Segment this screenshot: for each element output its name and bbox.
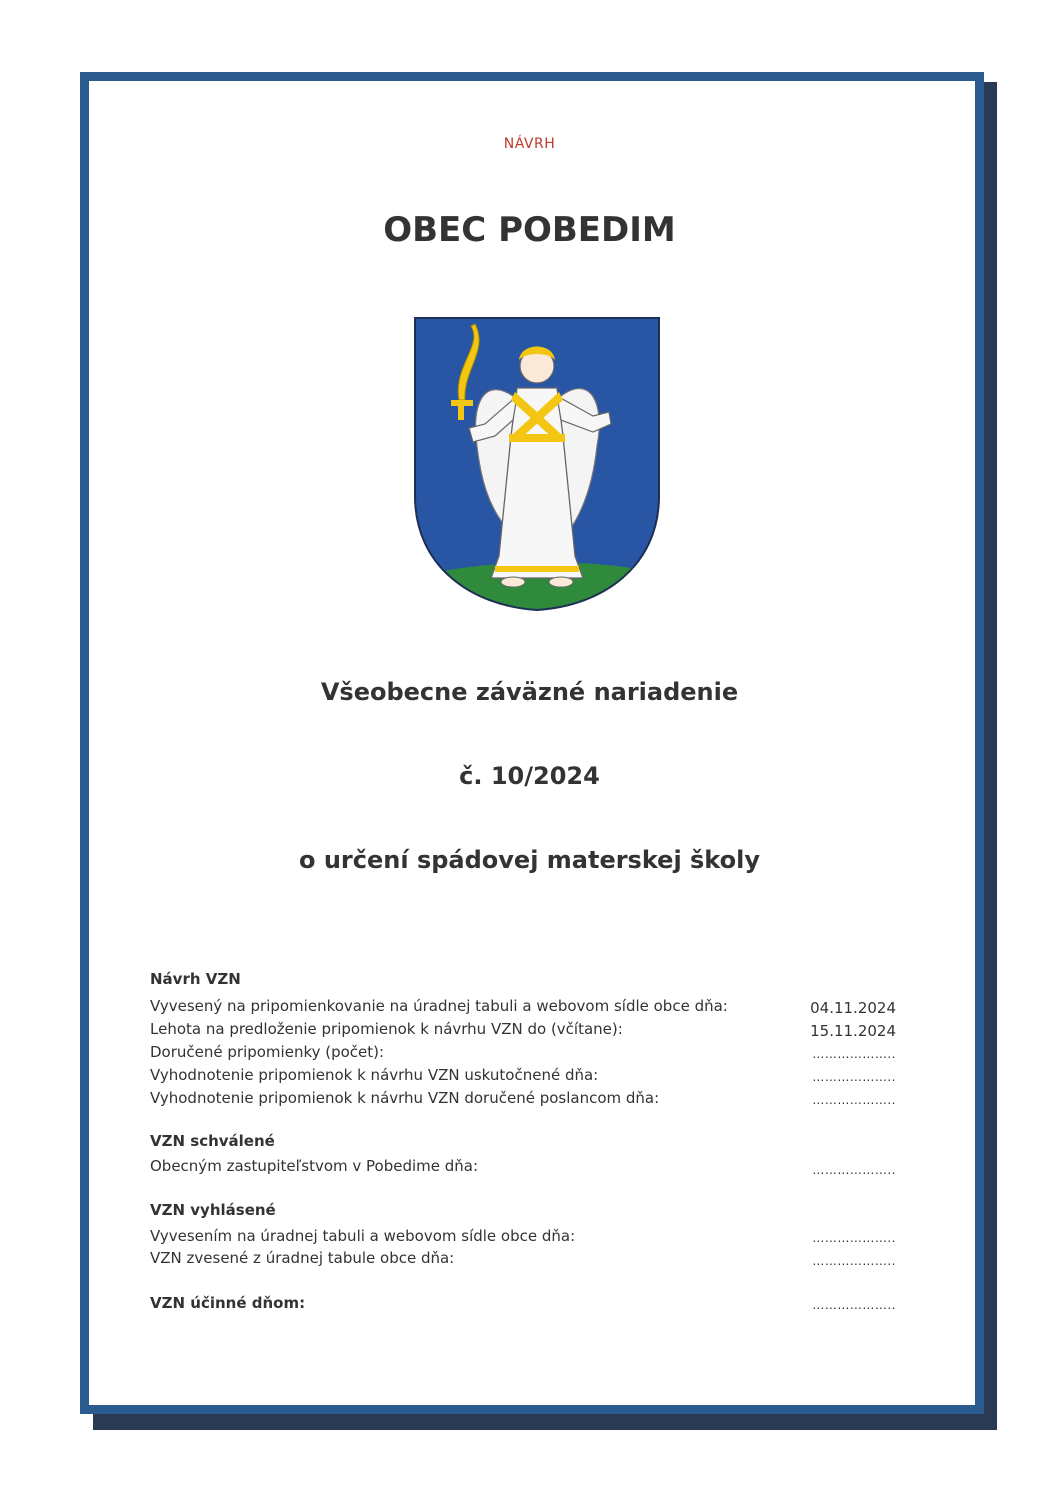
- table-row: [150, 1227, 896, 1249]
- table-row: [150, 1066, 896, 1088]
- row-label: Doručené pripomienky (počet):: [150, 1043, 385, 1061]
- row-label: Vyhodnotenie pripomienok k návrhu VZN uskutočnené dňa:: [150, 1066, 599, 1084]
- row-value: ………………..: [812, 1093, 896, 1107]
- row-value: ………………..: [812, 1298, 896, 1312]
- row-label: Vyhodnotenie pripomienok k návrhu VZN doručené poslancom dňa:: [150, 1089, 660, 1107]
- municipality-title: OBEC POBEDIM: [383, 210, 676, 250]
- row-value: ………………..: [812, 1254, 896, 1268]
- table-row: [150, 1294, 896, 1316]
- table-row: [150, 1089, 896, 1111]
- row-label: Lehota na predloženie pripomienok k návrhu VZN do (včítane):: [150, 1020, 623, 1038]
- section-heading-published: VZN vyhlásené: [150, 1201, 276, 1219]
- table-row: [150, 1043, 896, 1065]
- document-number: č. 10/2024: [459, 762, 600, 790]
- coat-of-arms-angel-icon: [413, 316, 661, 612]
- table-row: [150, 1020, 896, 1042]
- row-value: ………………..: [812, 1047, 896, 1061]
- section-heading-effective: VZN účinné dňom:: [150, 1294, 306, 1312]
- row-label: Vyvesením na úradnej tabuli a webovom sídle obce dňa:: [150, 1227, 576, 1245]
- row-value: 04.11.2024: [810, 999, 896, 1017]
- table-row: [150, 1249, 896, 1271]
- row-value: ………………..: [812, 1070, 896, 1084]
- row-label: Obecným zastupiteľstvom v Pobedime dňa:: [150, 1157, 479, 1175]
- draft-label: NÁVRH: [503, 136, 556, 152]
- section-heading-draft: Návrh VZN: [150, 970, 241, 988]
- document-type: Všeobecne záväzné nariadenie: [320, 678, 739, 706]
- row-label: VZN zvesené z úradnej tabule obce dňa:: [150, 1249, 455, 1267]
- row-value: ………………..: [812, 1231, 896, 1245]
- table-row: [150, 997, 896, 1019]
- row-value: 15.11.2024: [810, 1022, 896, 1040]
- section-heading-approved: VZN schválené: [150, 1132, 275, 1150]
- row-value: ………………..: [812, 1163, 896, 1177]
- table-row: [150, 1157, 896, 1179]
- document-subject: o určení spádovej materskej školy: [299, 846, 760, 874]
- row-label: Vyvesený na pripomienkovanie na úradnej tabuli a webovom sídle obce dňa:: [150, 997, 728, 1015]
